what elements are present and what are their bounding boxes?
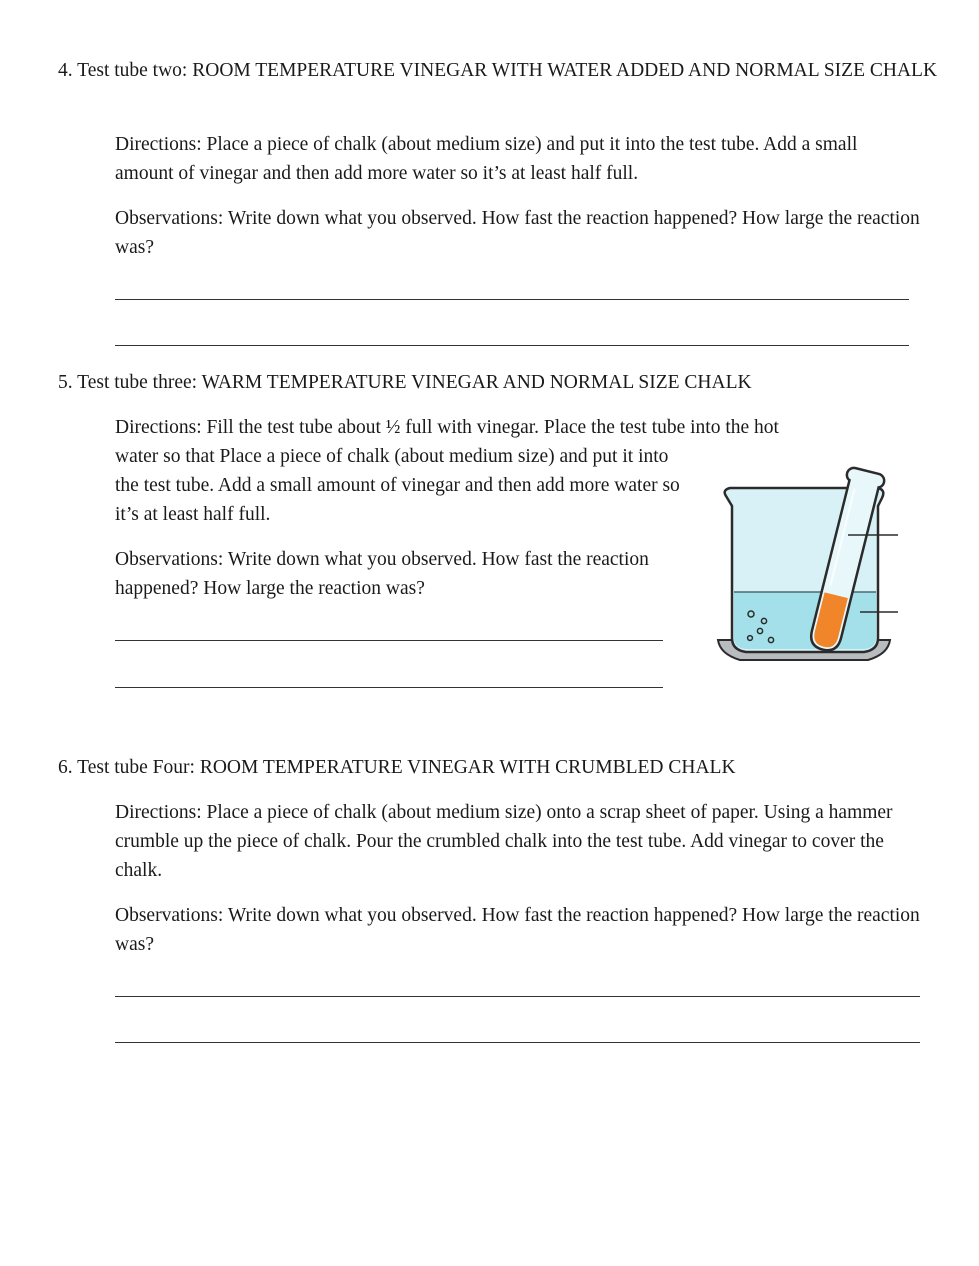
section-6-directions: Directions: Place a piece of chalk (about medium size) onto a scrap sheet of paper. Using a hammer crumble up the piece of chalk. Pour the crumbled chalk into the test tube. Add vinegar to cover the chalk. <box>115 802 893 881</box>
section-4-directions: Directions: Place a piece of chalk (about medium size) and put it into the test tube. Add a small amount of vinegar and then add more water so it’s at least half full. <box>115 134 858 184</box>
beaker-with-test-tube-icon <box>700 462 905 672</box>
section-6-heading: 6. Test tube Four: ROOM TEMPERATURE VINEGAR WITH CRUMBLED CHALK <box>58 757 736 778</box>
section-5-answer-line-2[interactable] <box>115 687 663 688</box>
section-5-heading: 5. Test tube three: WARM TEMPERATURE VINEGAR AND NORMAL SIZE CHALK <box>58 372 752 393</box>
beaker-liquid <box>734 592 876 649</box>
section-5-directions <box>115 413 779 529</box>
section-5-answer-line-1[interactable] <box>115 640 663 641</box>
section-4-answer-line-2[interactable] <box>115 345 909 346</box>
section-4-answer-line-1[interactable] <box>115 299 909 300</box>
section-4-observations: Observations: Write down what you observed. How fast the reaction happened? How large the reaction was? <box>115 208 920 258</box>
section-5-directions-rest: water so that Place a piece of chalk (about medium size) and put it into the test tube. Add a small amount of vinegar and then add more water so it’s at least half full. <box>115 446 680 525</box>
section-6-answer-line-2[interactable] <box>115 1042 920 1043</box>
section-5-directions-line-1: Directions: Fill the test tube about ½ full with vinegar. Place the test tube into the hot <box>115 417 779 438</box>
section-6-observations: Observations: Write down what you observed. How fast the reaction happened? How large the reaction was? <box>115 905 920 955</box>
section-5-observations: Observations: Write down what you observed. How fast the reaction happened? How large the reaction was? <box>115 549 649 599</box>
section-4-heading: 4. Test tube two: ROOM TEMPERATURE VINEGAR WITH WATER ADDED AND NORMAL SIZE CHALK <box>58 60 938 81</box>
section-6-answer-line-1[interactable] <box>115 996 920 997</box>
